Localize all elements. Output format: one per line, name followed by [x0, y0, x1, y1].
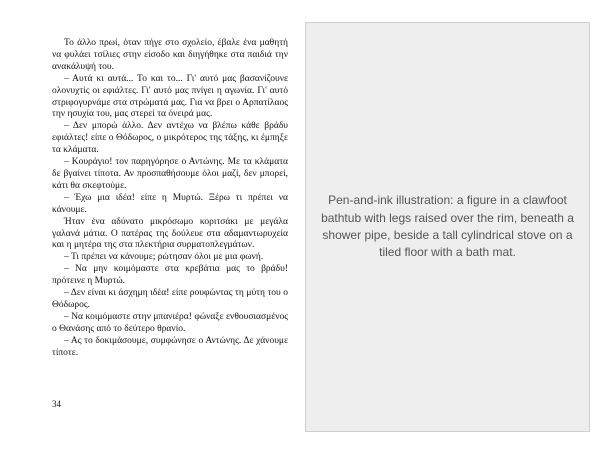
bathtub-illustration [305, 22, 590, 432]
paragraph: – Να μην κοιμόμαστε στα κρεβάτια μας το βράδυ! πρότεινε η Μυρτώ. [52, 264, 288, 287]
paragraph: – Έχω μια ιδέα! είπε η Μυρτώ. Ξέρω τι πρέπει να κάνουμε. [52, 192, 288, 215]
paragraph: Ήταν ένα αδύνατο μικρόσωμο κοριτσάκι με μεγάλα γαλανά μάτια. Ο πατέρας της δούλευε στα αδαμαντωρυχεία και η μητέρα της στα πλεκτήρια συρματοπλεγμάτων. [52, 216, 288, 251]
page-number: 34 [52, 399, 61, 409]
paragraph: – Κουράγιο! τον παρηγόρησε ο Αντώνης. Με τα κλάματα δε βγαίνει τίποτα. Αν προσπαθήσουμε όλοι μαζί, δεν μπορεί, κάτι θα σκεφτούμε. [52, 157, 288, 191]
paragraph: – Ας το δοκιμάσουμε, συμφώνησε ο Αντώνης. Δε χάνουμε τίποτε. [52, 335, 288, 358]
text-page [52, 38, 288, 359]
paragraph: – Δεν μπορώ άλλο. Δεν αντέχω να βλέπω κάθε βράδυ εφιάλτες! είπε ο Θόδωρος, ο μικρότερος της τάξης, κι έμπηξε τα κλάματα. [52, 121, 288, 156]
paragraph: Το άλλο πρωί, όταν πήγε στο σχολείο, έβαλε ένα μαθητή να φυλάει τσίλιες στην είσοδο και διηγήθηκε στα παιδιά την ανακάλυψή του. [52, 38, 288, 72]
illustration-description: Pen-and-ink illustration: a figure in a clawfoot bathtub with legs raised over the rim, beneath a shower pipe, beside a tall cylindrical stove on a tiled floor with a bath mat. [321, 193, 574, 260]
paragraph: – Αυτά κι αυτά... Το και το... Γι' αυτό μας βασανίζουνε ολονυχτίς οι εφιάλτες. Γι' αυτό μας πνίγει η αγωνία. Γι' αυτό στριφογυρνάμε στα στρώματά μας. Για να βρει ο Αρπατίλαος την ησυχία του, μας στερεί τα όνειρά μας. [52, 73, 288, 120]
paragraph: – Δεν είναι κι άσχημη ιδέα! είπε ρουφώντας τη μύτη του ο Θόδωρος. [52, 288, 288, 310]
page-gutter [300, 0, 301, 450]
body-text [52, 38, 288, 359]
paragraph: – Τι πρέπει να κάνουμε; ρώτησαν όλοι με μια φωνή. [64, 252, 264, 263]
paragraph: – Να κοιμόμαστε στην μπανιέρα! φώναξε ενθουσιασμένος ο Θανάσης από το δεύτερο θρανίο. [52, 311, 288, 334]
